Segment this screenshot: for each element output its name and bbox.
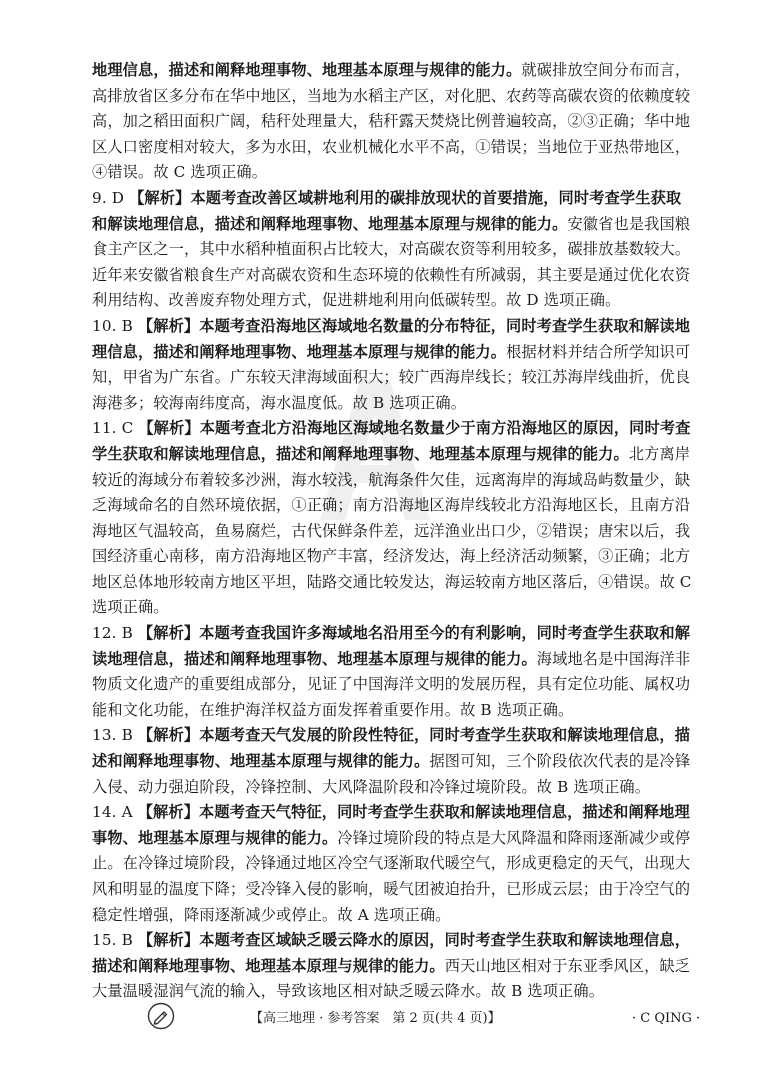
item-number: 13. B [92,726,133,745]
item-bold: 本题考查区域缺乏暖云降水的原因，同时考查学生获取和解读地理信息，描述和阐释地理事物、地理基本原理与规律的能力。 [92,931,691,975]
item-number: 14. A [92,803,133,822]
item-tag: 【解析】 [137,624,200,643]
answer-item-15 [92,928,696,1005]
answer-content [92,58,696,1005]
item-bold: 本题考查沿海地区海域地名数量的分布特征，同时考查学生获取和解读地理信息，描述和阐释地理事物、地理基本原理与规律的能力。 [92,316,691,361]
item-tag: 【解析】 [137,316,200,335]
answer-item-13 [92,723,696,800]
item-bold: 本题考查北方沿海地区海域地名数量少于南方沿海地区的原因，同时考查学生获取和解读地理信息，描述和阐释地理事物、地理基本原理与规律的能力。 [92,419,691,463]
item-tag: 【解析】 [137,931,200,950]
item-bold: 本题考查天气发展的阶段性特征，同时考查学生获取和解读地理信息，描述和阐释地理事物、地理基本原理与规律的能力。 [92,726,691,771]
item-number: 9. D [92,188,125,207]
intro-bold: 地理信息，描述和阐释地理事物、地理基本原理与规律的能力。 [92,61,522,79]
item-text: 安徽省也是我国粮食主产区之一，其中水稻种植面积占比较大，对高碳农资等利用较多，碳排放基数较大。近年来安徽省粮食生产对高碳农资和生态环境的依赖性有所减弱，其主要是通过优化农资利用结构、改善废弃物处理方式，促进耕地利用向低碳转型。故 D 选项正确。 [92,214,691,310]
item-tag: 【解析】 [138,419,200,438]
item-text: 根据材料并结合所学知识可知，甲省为广东省。广东较天津海域面积大；较广西海岸线长；较江苏海岸线曲折，优良海港多；较海南纬度高，海水温度低。故 B 选项正确。 [92,342,691,412]
item-number: 12. B [92,624,133,643]
item-number: 11. C [92,419,134,438]
item-text: 据图可知，三个阶段依次代表的是冷锋入侵、动力强迫阶段，冷锋控制、大风降温阶段和冷锋过境阶段。故 B 选项正确。 [92,752,691,796]
answer-item-11 [92,416,696,621]
answer-item-12 [92,621,696,723]
footer-brand: · C QING · [632,1011,701,1026]
item-text: 北方离岸较近的海域分布着较多沙洲，海水较浅，航海条件欠佳，远离海岸的海域岛屿数量少，缺乏海域命名的自然环境依据，①正确；南方沿海地区海岸线较北方沿海地区长，且南方沿海地区气温较高，鱼易腐烂，古代保鲜条件差，远洋渔业出口少，②错误；唐宋以后，我国经济重心南移，南方沿海地区物产丰富，经济发达，海上经济活动频繁，③正确；北方地区总体地形较南方地区平坦，陆路交通比较发达，海运较南方地区落后，④错误。故 C 选项正确。 [92,444,692,617]
item-number: 15. B [92,931,133,950]
item-tag: 【解析】 [137,803,200,822]
item-bold: 本题考查改善区域耕地利用的碳排放现状的首要措施，同时考查学生获取和解读地理信息，描述和阐释地理事物、地理基本原理与规律的能力。 [92,188,682,233]
intro-text: 就碳排放空间分布而言，高排放省区多分布在华中地区，当地为水稻主产区，对化肥、农药等高碳农资的依赖度较高，加之稻田面积广阔，秸秆处理量大，秸秆露天焚烧比例普遍较高，②③正确；华中地区人口密度相对较大，多为水田，农业机械化水平不高，①错误；当地位于亚热带地区，④错误。故 C 选项正确。 [92,61,691,182]
item-bold: 本题考查我国许多海域地名沿用至今的有利影响，同时考查学生获取和解读地理信息，描述和阐释地理事物、地理基本原理与规律的能力。 [92,624,691,668]
page-footer [0,1004,764,1034]
item-text: 冷锋过境阶段的特点是大风降温和降雨逐渐减少或停止。在冷锋过境阶段，冷锋通过地区冷空气逐渐取代暖空气，形成更稳定的天气，出现大风和明显的温度下降；受冷锋入侵的影响，暖气团被迫抬升，已形成云层；由于冷空气的稳定性增强，降雨逐渐减少或停止。故 A 选项正确。 [92,828,691,924]
item-tag: 【解析】 [137,726,200,745]
item-text: 海域地名是中国海洋非物质文化遗产的重要组成部分，见证了中国海洋文明的发展历程，具有定位功能、属权功能和文化功能，在维护海洋权益方面发挥着重要作用。故 B 选项正确。 [92,649,691,719]
answer-item-9 [92,186,696,314]
answer-item-14 [92,800,696,928]
item-text: 西天山地区相对于东亚季风区，缺乏大量温暖湿润气流的输入，导致该地区相对缺乏暖云降水。故 B 选项正确。 [92,956,691,1001]
answer-item-10 [92,314,696,416]
item-tag: 【解析】 [129,188,191,207]
item-bold: 本题考查天气特征，同时考查学生获取和解读地理信息，描述和阐释地理事物、地理基本原理与规律的能力。 [92,803,690,847]
footer-page-info: 【高三地理 · 参考答案 第 2 页(共 4 页)】 [250,1011,501,1026]
intro-paragraph [92,58,696,186]
item-number: 10. B [92,316,133,335]
